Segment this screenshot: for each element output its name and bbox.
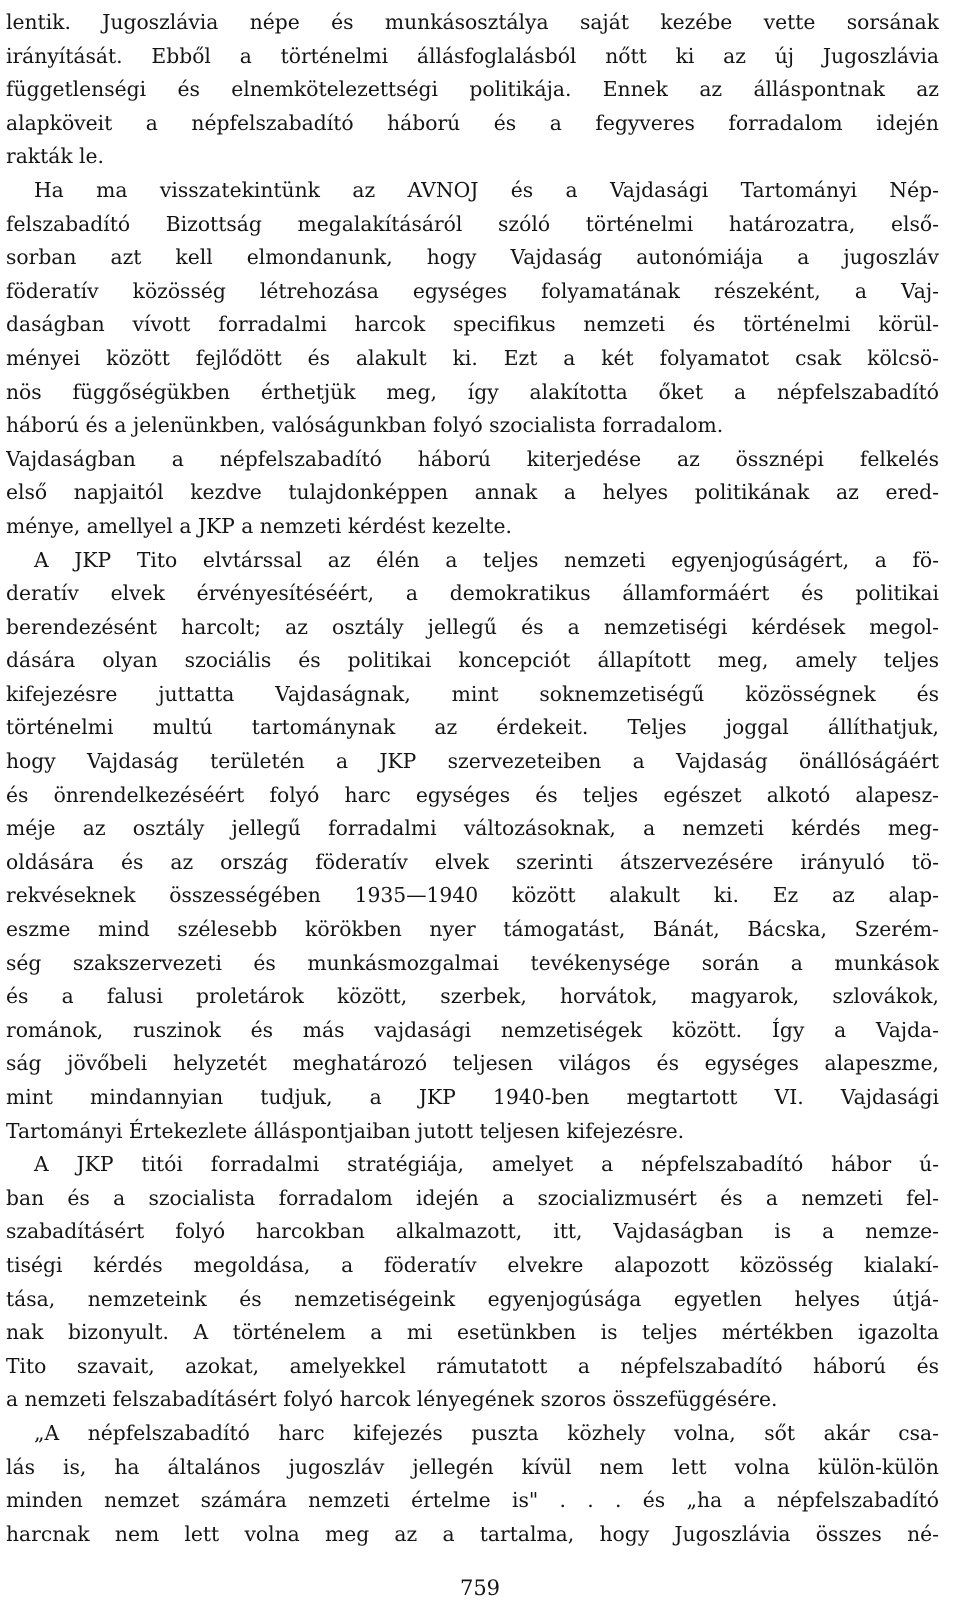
text-line: deratív elvek érvényesítéséért, a demokratikus államformáért és politikai [6, 581, 939, 606]
text-line: eszme mind szélesebb körökben nyer támogatást, Bánát, Bácska, Szerém- [6, 917, 939, 942]
document-page [6, 6, 939, 1551]
paragraph-2 [6, 174, 939, 443]
text-line: harcnak nem lett volna meg az a tartalma, hogy Jugoszlávia összes né- [6, 1521, 939, 1546]
text-line: és a falusi proletárok között, szerbek, horvátok, magyarok, szlovákok, [6, 984, 939, 1009]
text-line: oldására és az ország föderatív elvek szerinti átszervezésére irányuló tö- [6, 849, 939, 874]
text-line: A JKP Tito elvtárssal az élén a teljes nemzeti egyenjogúságért, a fö- [34, 547, 939, 572]
text-line: nös függőségükben érthetjük meg, így alakította őket a népfelszabadító [6, 379, 939, 404]
paragraph-1 [6, 6, 939, 174]
text-line: Vajdaságban a népfelszabadító háború kiterjedése az össznépi felkelés [6, 446, 939, 471]
paragraph-3 [6, 443, 939, 544]
text-line: Tito szavait, azokat, amelyekkel rámutatott a népfelszabadító háború és [6, 1353, 939, 1378]
text-line: Ha ma visszatekintünk az AVNOJ és a Vajdasági Tartományi Nép- [34, 177, 939, 202]
text-line: dására olyan szociális és politikai koncepciót állapított meg, amely teljes [6, 648, 939, 673]
text-line: kifejezésre juttatta Vajdaságnak, mint soknemzetiségű közösségnek és [6, 681, 939, 706]
text-line: sorban azt kell elmondanunk, hogy Vajdaság autonómiája a jugoszláv [6, 245, 939, 270]
text-line: románok, ruszinok és más vajdasági nemzetiségek között. Így a Vajda- [6, 1017, 939, 1042]
text-line: első napjaitól kezdve tulajdonképpen annak a helyes politikának az ered- [6, 480, 939, 505]
text-line: föderatív közösség létrehozása egységes folyamatának részeként, a Vaj- [6, 278, 939, 303]
text-line: minden nemzet számára nemzeti értelme is" . . . és „ha a népfelszabadító [6, 1488, 939, 1513]
text-line: ban és a szocialista forradalom idején a szocializmusért és a nemzeti fel- [6, 1185, 939, 1210]
text-line: szabadításért folyó harcokban alkalmazott, itt, Vajdaságban is a nemze- [6, 1219, 939, 1244]
text-line: ménye, amellyel a JKP a nemzeti kérdést kezelte. [6, 513, 512, 538]
text-line: történelmi multú tartománynak az érdekeit. Teljes joggal állíthatjuk, [6, 715, 939, 740]
text-line: hogy Vajdaság területén a JKP szervezeteiben a Vajdaság önállóságáért [6, 749, 939, 774]
paragraph-5 [6, 1148, 939, 1417]
paragraph-6 [6, 1417, 939, 1551]
text-line: és önrendelkezéséért folyó harc egységes és teljes egészet alkotó alapesz- [6, 782, 939, 807]
text-line: Tartományi Értekezlete álláspontjaiban jutott teljesen kifejezésre. [6, 1118, 685, 1143]
text-line: alapköveit a népfelszabadító háború és a fegyveres forradalom idején [6, 110, 939, 135]
text-line: a nemzeti felszabadításért folyó harcok lényegének szoros összefüggésére. [6, 1387, 778, 1412]
text-line: lás is, ha általános jugoszláv jellegén kívül nem lett volna külön-külön [6, 1454, 939, 1479]
text-line: daságban vívott forradalmi harcok specifikus nemzeti és történelmi körül- [6, 312, 939, 337]
text-line: lentik. Jugoszlávia népe és munkásosztálya saját kezébe vette sorsának [6, 10, 939, 34]
text-line: berendezésént harcolt; az osztály jellegű és a nemzetiségi kérdések megol- [6, 614, 939, 639]
text-line: rekvéseknek összességében 1935—1940 között alakult ki. Ez az alap- [6, 883, 939, 908]
paragraph-4 [6, 544, 939, 1149]
text-line: ményei között fejlődött és alakult ki. Ezt a két folyamatot csak kölcsö- [6, 345, 939, 370]
text-line: rakták le. [6, 144, 104, 169]
text-line: tása, nemzeteink és nemzetiségeink egyenjogúsága egyetlen helyes útjá- [6, 1286, 939, 1311]
text-line: „A népfelszabadító harc kifejezés puszta közhely volna, sőt akár csa- [34, 1420, 939, 1445]
text-line: méje az osztály jellegű forradalmi változásoknak, a nemzeti kérdés meg- [6, 816, 939, 841]
text-line: tiségi kérdés megoldása, a föderatív elvekre alapozott közösség kialakí- [6, 1252, 939, 1277]
text-line: irányítását. Ebből a történelmi állásfoglalásból nőtt ki az új Jugoszlávia [6, 43, 939, 68]
page-number: 759 [459, 1576, 501, 1600]
text-line: nak bizonyult. A történelem a mi esetünkben is teljes mértékben igazolta [6, 1320, 939, 1345]
text-line: háború és a jelenünkben, valóságunkban folyó szocialista forradalom. [6, 413, 724, 438]
text-line: mint mindannyian tudjuk, a JKP 1940-ben megtartott VI. Vajdasági [6, 1085, 939, 1109]
text-line: felszabadító Bizottság megalakításáról szóló történelmi határozatra, első- [6, 211, 939, 236]
text-line: ség szakszervezeti és munkásmozgalmai tevékenysége során a munkások [6, 950, 939, 975]
text-line: ság jövőbeli helyzetét meghatározó teljesen világos és egységes alapeszme, [6, 1051, 939, 1076]
text-line: A JKP titói forradalmi stratégiája, amelyet a népfelszabadító hábor ú- [34, 1152, 939, 1177]
text-line: függetlenségi és elnemkötelezettségi politikája. Ennek az álláspontnak az [6, 77, 939, 102]
